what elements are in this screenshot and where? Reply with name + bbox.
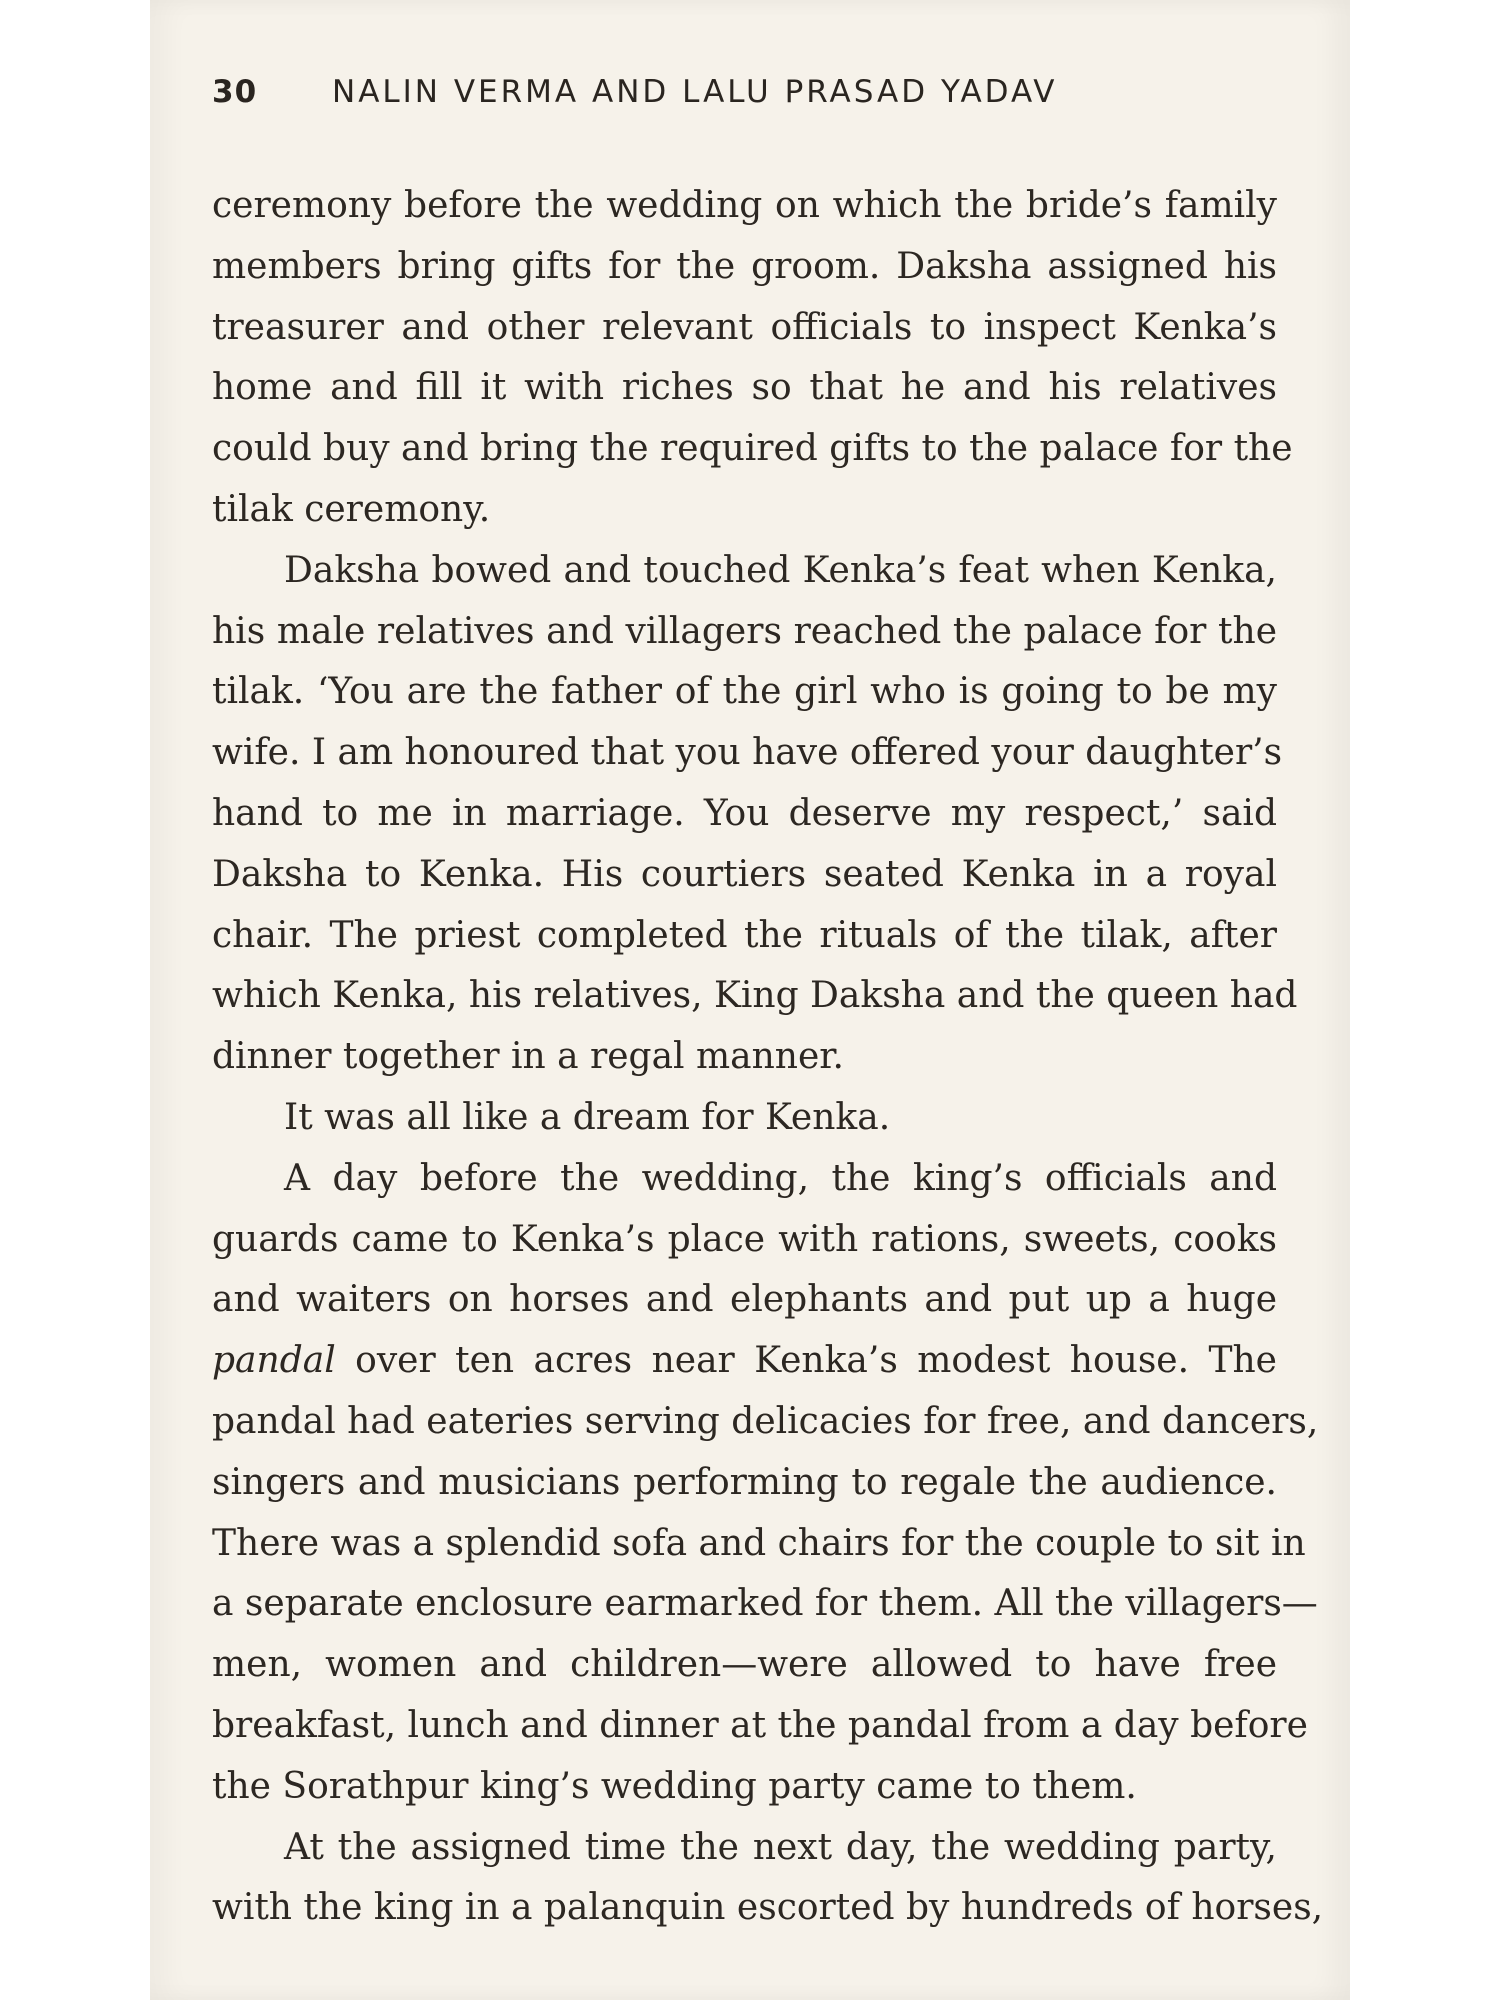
page-header [212, 74, 1312, 110]
text-line: dinner together in a regal manner. [212, 1036, 844, 1078]
text-line: home and fill it with riches so that he and his relatives [212, 367, 1277, 409]
text-line: treasurer and other relevant officials to inspect Kenka’s [212, 306, 1277, 348]
text-line: pandal had eateries serving delicacies for free, and dancers, [212, 1400, 1319, 1442]
body-text [212, 176, 1324, 1939]
text-line: wife. I am honoured that you have offered your daughter’s [212, 732, 1283, 774]
text-line: tilak. ‘You are the father of the girl who is going to be my [212, 671, 1277, 713]
text-line: members bring gifts for the groom. Daksha assigned his [212, 245, 1277, 287]
text-line: guards came to Kenka’s place with rations, sweets, cooks [212, 1218, 1277, 1260]
text-line: tilak ceremony. [212, 488, 491, 530]
text-line-rest: over ten acres near Kenka’s modest house. The [355, 1340, 1277, 1382]
text-line: hand to me in marriage. You deserve my respect,’ said [212, 792, 1277, 834]
text-line: a separate enclosure earmarked for them. All the villagers— [212, 1583, 1318, 1625]
text-line: singers and musicians performing to regale the audience. [212, 1461, 1277, 1503]
text-line: and waiters on horses and elephants and put up a huge [212, 1279, 1277, 1321]
text-line [212, 1331, 1277, 1392]
text-line: It was all like a dream for Kenka. [284, 1096, 891, 1138]
text-line: A day before the wedding, the king’s officials and [284, 1157, 1277, 1199]
text-line: with the king in a palanquin escorted by hundreds of horses, [212, 1887, 1324, 1929]
text-line: which Kenka, his relatives, King Daksha and the queen had [212, 975, 1298, 1017]
text-line: Daksha bowed and touched Kenka’s feat when Kenka, [284, 549, 1277, 591]
text-line: There was a splendid sofa and chairs for the couple to sit in [212, 1522, 1306, 1564]
text-line: breakfast, lunch and dinner at the pandal from a day before [212, 1704, 1308, 1746]
page-number: 30 [212, 74, 258, 110]
text-line: the Sorathpur king’s wedding party came to them. [212, 1765, 1137, 1807]
text-line: ceremony before the wedding on which the bride’s family [212, 185, 1277, 226]
book-page [150, 0, 1350, 2000]
running-head: NALIN VERMA AND LALU PRASAD YADAV [332, 74, 1058, 110]
text-line: Daksha to Kenka. His courtiers seated Kenka in a royal [212, 853, 1277, 895]
text-line: his male relatives and villagers reached the palace for the [212, 610, 1277, 652]
text-line: men, women and children—were allowed to have free [212, 1644, 1277, 1686]
italic-word: pandal [212, 1340, 336, 1382]
text-line: could buy and bring the required gifts to the palace for the [212, 428, 1293, 470]
text-line: At the assigned time the next day, the wedding party, [284, 1826, 1277, 1868]
text-line: chair. The priest completed the rituals of the tilak, after [212, 914, 1277, 956]
